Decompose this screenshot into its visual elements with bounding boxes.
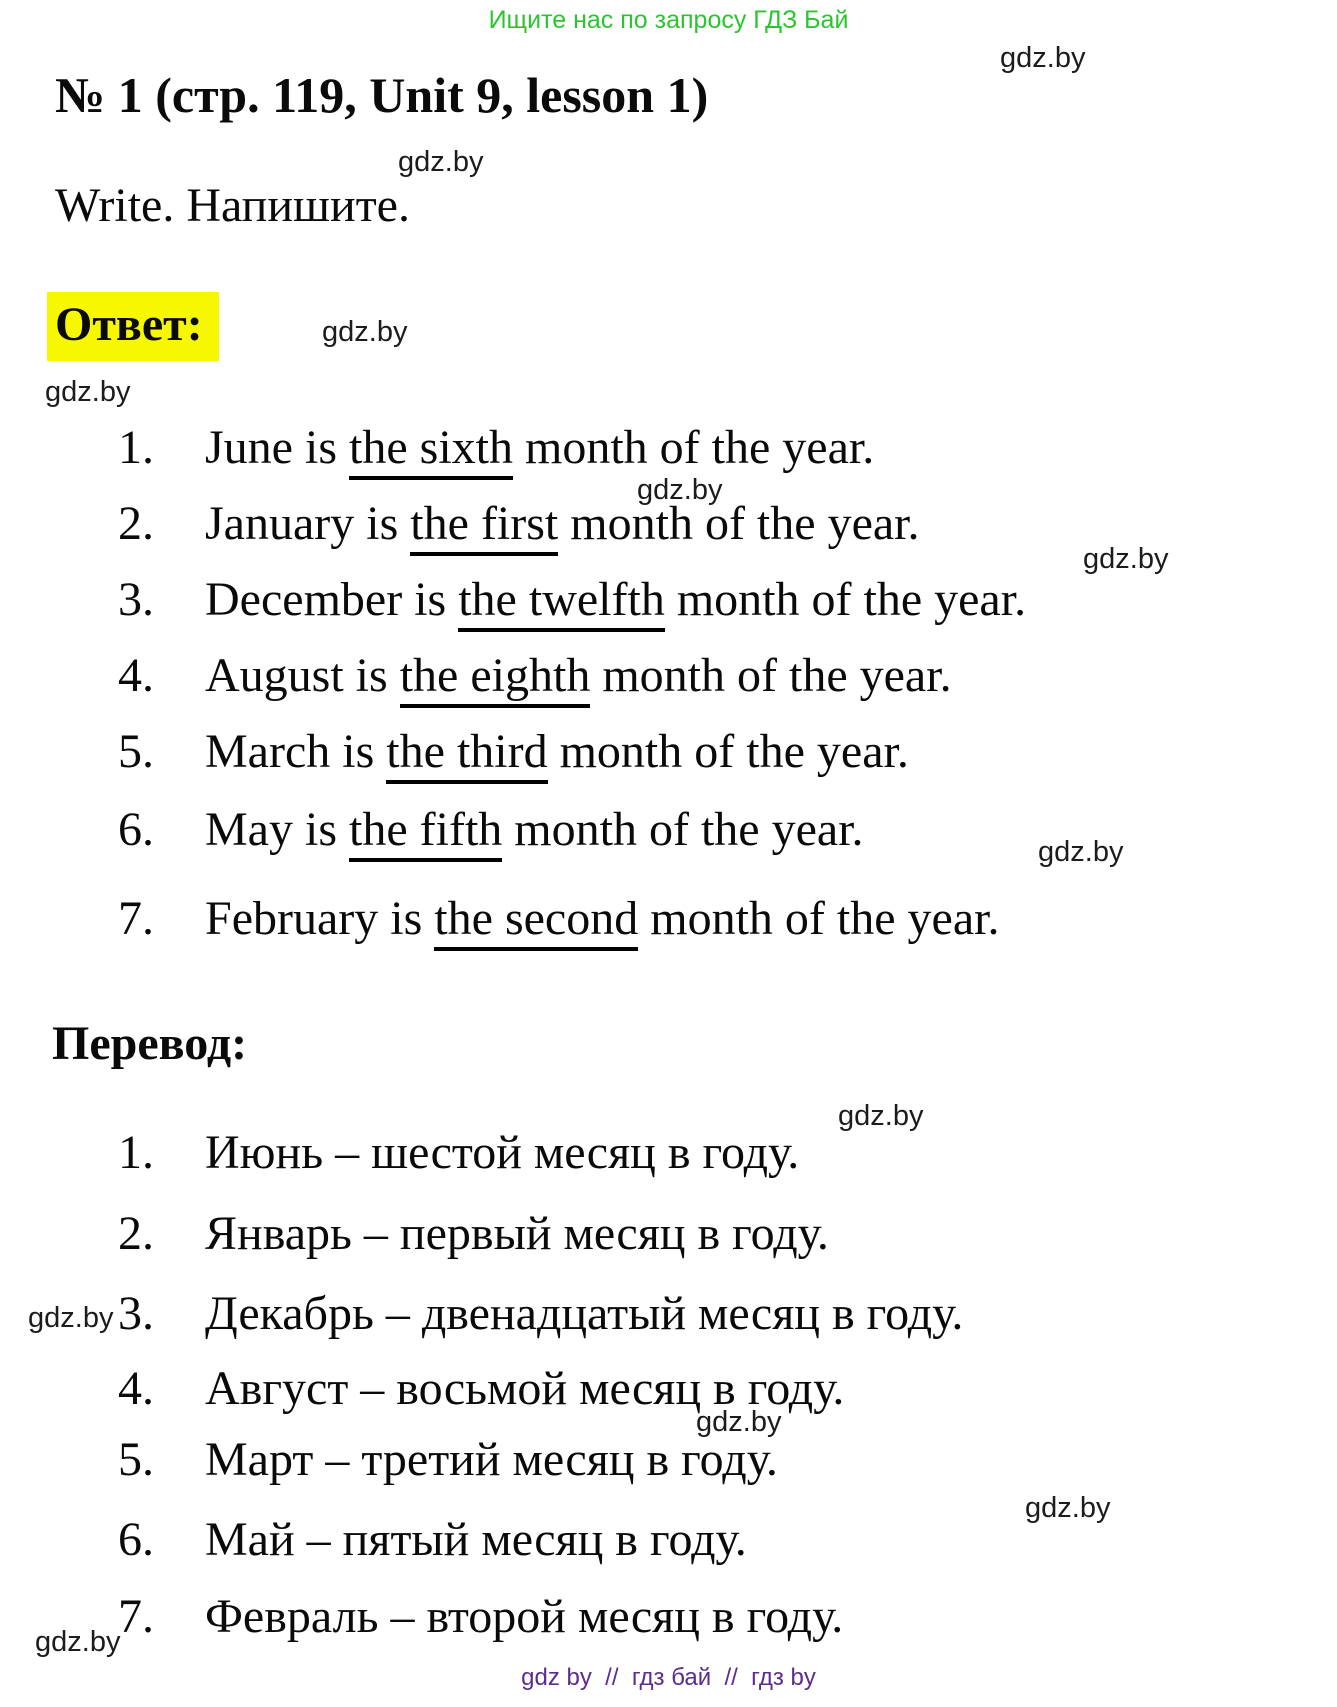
gdz-watermark: gdz.by [45,376,131,408]
item-number: 6. [118,803,154,856]
item-number: 4. [118,649,154,702]
exercise-title: № 1 (стр. 119, Unit 9, lesson 1) [55,67,709,123]
item-text: Март – третий месяц в году. [205,1433,778,1486]
item-text: February is the second month of the year. [205,893,999,945]
translation-item [118,1363,844,1415]
gdz-watermark: gdz.by [1025,1492,1111,1524]
item-text: Декабрь – двенадцатый месяц в году. [205,1287,964,1340]
item-number: 3. [118,1287,154,1340]
item-text: March is the third month of the year. [205,726,909,778]
gdz-watermark: gdz.by [838,1100,924,1132]
promo-banner-text: Ищите нас по запросу ГДЗ Бай [488,6,849,34]
translation-label: Перевод: [52,1017,248,1070]
gdz-watermark: gdz.by [28,1302,114,1334]
answer-item [118,422,874,474]
gdz-watermark: gdz.by [1083,543,1169,575]
footer-sites-text: gdz by // гдз бай // гдз by [521,1664,816,1691]
translation-item [118,1208,829,1260]
underlined-answer: the sixth [349,421,513,480]
gdz-watermark: gdz.by [696,1406,782,1438]
item-number: 1. [118,1126,154,1179]
item-number: 1. [118,421,154,474]
item-text: December is the twelfth month of the year. [205,574,1026,626]
gdz-watermark: gdz.by [322,316,408,348]
answer-item [118,650,952,702]
item-text: Май – пятый месяц в году. [205,1513,747,1566]
translation-item [118,1288,963,1340]
underlined-answer: the eighth [400,649,591,708]
answer-item [118,893,999,945]
gdz-watermark: gdz.by [398,146,484,178]
task-text: Write. Напишите. [55,179,410,232]
answer-label: Ответ: [47,292,219,361]
item-text: Февраль – второй месяц в году. [205,1590,844,1643]
item-text: May is the fifth month of the year. [205,804,864,856]
gdz-watermark: gdz.by [637,474,723,506]
answer-item [118,574,1026,626]
answer-item [118,498,920,550]
answer-item [118,726,909,778]
underlined-answer: the twelfth [458,573,665,632]
gdz-watermark: gdz.by [1038,836,1124,868]
translation-item [118,1591,843,1643]
translation-item [118,1514,747,1566]
item-text: June is the sixth month of the year. [205,422,874,474]
translation-item [118,1127,799,1179]
item-number: 5. [118,725,154,778]
underlined-answer: the third [386,725,547,784]
underlined-answer: the first [410,497,558,556]
translation-item [118,1434,778,1486]
item-number: 4. [118,1362,154,1415]
item-number: 5. [118,1433,154,1486]
item-text: August is the eighth month of the year. [205,650,952,702]
item-text: Июнь – шестой месяц в году. [205,1126,800,1179]
underlined-answer: the fifth [349,803,502,862]
gdz-watermark: gdz.by [35,1626,121,1658]
gdz-watermark: gdz.by [1000,42,1086,74]
item-text: Август – восьмой месяц в году. [205,1362,845,1415]
item-text: Январь – первый месяц в году. [205,1207,829,1260]
item-number: 2. [118,497,154,550]
item-number: 7. [118,1590,154,1643]
item-number: 6. [118,1513,154,1566]
underlined-answer: the second [434,892,638,951]
item-number: 3. [118,573,154,626]
item-number: 2. [118,1207,154,1260]
answer-item [118,804,864,856]
item-number: 7. [118,892,154,945]
item-text: January is the first month of the year. [205,498,920,550]
